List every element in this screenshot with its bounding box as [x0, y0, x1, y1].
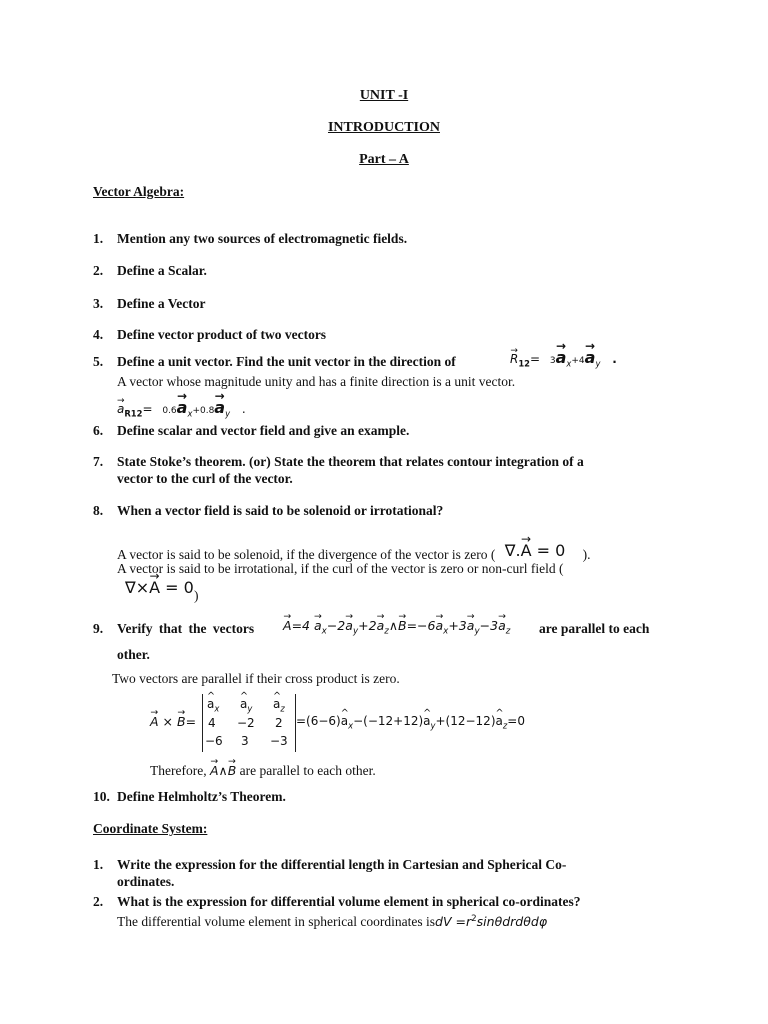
question-text-line1: State Stoke’s theorem. (or) State the theorem that relates contour integration of a — [117, 454, 584, 469]
question-number: 2. — [93, 263, 104, 278]
answer-text: A vector whose magnitude unity and has a finite direction is a unit vector. — [117, 374, 516, 389]
question-text: What is the expression for differential volume element in spherical co-ordinates? — [117, 894, 581, 909]
answer-text: Therefore, — [150, 763, 207, 778]
answer-irrotational: A vector is said to be irrotational, if the curl of the vector is zero or non-curl field ( — [117, 561, 564, 576]
answer-text: are parallel to each other. — [239, 763, 376, 778]
question-text: Define a Vector — [117, 296, 206, 311]
question-number: 3. — [93, 296, 104, 311]
answer-text: ). — [582, 547, 591, 562]
coordinate-system-heading: Coordinate System: — [93, 821, 208, 836]
cross-product-equation — [150, 694, 570, 754]
question-text-line1: Write the expression for the differential length in Cartesian and Spherical Co- — [117, 857, 567, 872]
question-text-line2: ordinates. — [117, 874, 175, 889]
equation-r12: → $R_{12}= 3\to a_x+4\to a_y$ . — [510, 348, 617, 368]
question-text: When a vector field is said to be solenoid or irrotational? — [117, 503, 444, 518]
question-text: Define Helmholtz’s Theorem. — [117, 789, 286, 804]
unit-heading: UNIT -I — [359, 88, 409, 103]
answer-text: The differential volume element in spherical coordinates is — [117, 914, 436, 930]
vector-algebra-heading: Vector Algebra: — [93, 184, 185, 199]
question-text-start: Verify that the vectors — [117, 621, 255, 636]
equation-volume-element: dV $=r^2\sin\theta drd\theta d\varphi$ — [435, 914, 548, 930]
answer-line — [117, 914, 547, 930]
cross-product-rhs: =(6−6)^ $a_x-(-12+12)\^{}$ $a_y+(12-12)\^{}$ $a_z=0$ — [296, 714, 525, 730]
question-number: 10. — [93, 789, 110, 804]
question-number: 1. — [93, 857, 104, 872]
equation-divergence: ∇.→ A = 0 — [505, 541, 566, 560]
cross-product-lhs: → A × → B= — [150, 714, 196, 729]
closing-paren: ) — [194, 588, 199, 603]
question-text: Define vector product of two vectors — [117, 327, 327, 342]
question-number: 1. — [93, 231, 104, 246]
question-number: 9. — [93, 621, 104, 636]
equation-curl: ∇×→ A = 0 — [125, 578, 194, 597]
determinant: ^ $a_x$ ^ $a_y$ ^ $a_z$ 4 −2 2 −6 3 −3 — [202, 694, 296, 752]
question-number: 4. — [93, 327, 104, 342]
question-text-end: are parallel to each — [539, 621, 650, 636]
introduction-heading: INTRODUCTION — [327, 120, 440, 135]
question-text: Define a unit vector. Find the unit vector in the direction of — [117, 354, 456, 369]
question-text-line2: vector to the curl of the vector. — [117, 471, 293, 486]
question-text: Define a Scalar. — [117, 263, 207, 278]
question-text-line2: other. — [117, 647, 150, 662]
therefore-line — [150, 763, 376, 779]
equation-unit-vector: → $a_{R12}= 0.6\to a_x+0.8\to a_y$ . — [117, 398, 246, 418]
answer-text: A vector is said to be solenoid, if the divergence of the vector is zero ( — [117, 547, 496, 562]
question-text: Mention any two sources of electromagnetic fields. — [117, 231, 408, 246]
equation-parallel: → A∧→ B — [210, 763, 236, 778]
question-number: 2. — [93, 894, 104, 909]
part-heading: Part – A — [359, 152, 409, 167]
question-number: 8. — [93, 503, 104, 518]
question-number: 7. — [93, 454, 104, 469]
equation-vectors: → $A=4 \to a_x-2\to a_y+2\to$ $a_z\wedge\to B=-6\to a_x+3\to a_y-3\to a_z$ — [283, 618, 510, 637]
question-number: 6. — [93, 423, 104, 438]
question-text: Define scalar and vector field and give an example. — [117, 423, 410, 438]
answer-text: Two vectors are parallel if their cross product is zero. — [112, 671, 400, 686]
question-number: 5. — [93, 354, 104, 369]
